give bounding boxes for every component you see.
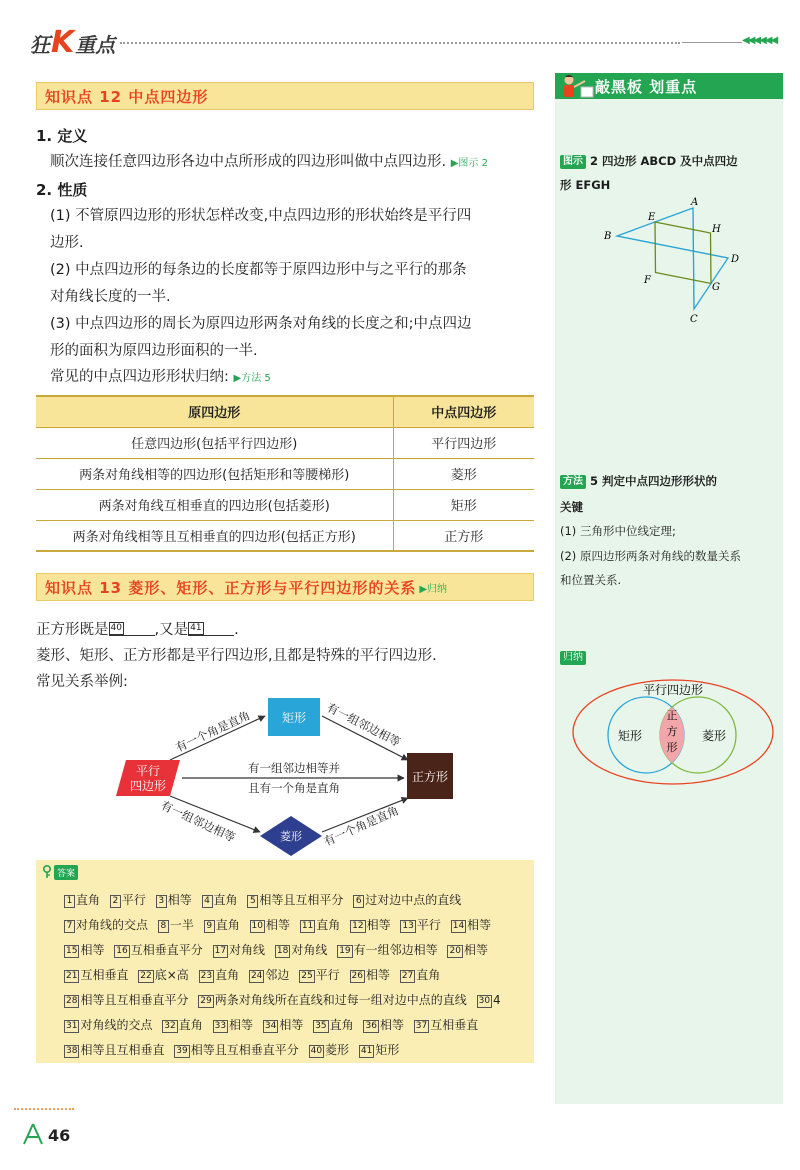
answer-item [414, 1018, 478, 1032]
method-point-2-line1: (2) 原四边形两条对角线的数量关系 [560, 549, 741, 563]
brand-part1: 狂 [30, 33, 50, 57]
answer-item [64, 918, 148, 932]
answer-item [353, 893, 461, 907]
parallelogram-label-2: 四边形 [129, 779, 167, 793]
answer-number: 5 [247, 895, 258, 908]
answer-text: 4 [493, 993, 501, 1007]
point-label-b: B [604, 231, 612, 242]
property-3-line2: 形的面积为原四边形面积的一半. [50, 343, 258, 359]
edge-label-middle-2: 且有一个角是直角 [248, 781, 340, 795]
answer-item [350, 918, 390, 932]
answer-text: 平行 [315, 968, 340, 982]
answer-number: 31 [66, 1021, 78, 1031]
venn-middle-label-1: 正 [666, 709, 678, 722]
table-row [36, 489, 534, 520]
answer-number: 2 [110, 895, 121, 908]
answer-number: 15 [66, 946, 78, 956]
answer-number: 27 [401, 971, 414, 981]
edge-label-adjacent-equal: 有一组邻边相等 [324, 700, 403, 750]
answer-number: 16 [116, 946, 128, 956]
figure-caption-line1: 图示 2 四边形 ABCD 及中点四边 [560, 150, 738, 172]
answer-number: 18 [276, 946, 289, 956]
answer-item [64, 993, 188, 1007]
rhombus-label: 菱形 [280, 830, 302, 843]
answer-text: 相等 [265, 918, 290, 932]
answer-number: 14 [452, 921, 465, 931]
rectangle-label: 矩形 [281, 711, 307, 725]
property-1-line2: 边形. [50, 235, 84, 251]
compass-icon [20, 1122, 46, 1146]
table-header: 中点四边形 [393, 396, 534, 427]
table-cell: 菱形 [393, 458, 534, 489]
answer-text: 菱形 [325, 1043, 350, 1057]
answer-item [359, 1043, 399, 1057]
method-caption-line2: 关键 [560, 500, 583, 514]
answer-number: 23 [200, 971, 213, 981]
answer-number: 7 [64, 920, 75, 933]
answers-box [36, 860, 534, 1063]
answer-text: 直角 [316, 918, 341, 932]
answer-item [202, 893, 238, 907]
answer-text: 相等 [279, 1018, 304, 1032]
answer-number: 20 [449, 946, 461, 956]
kp12-title-bar [36, 82, 534, 110]
answer-number: 32 [164, 1021, 176, 1031]
answers-badge: 答案 [54, 865, 78, 880]
answer-item [447, 943, 487, 957]
answer-text: 相等且互相平分 [259, 893, 344, 907]
answer-number: 10 [251, 921, 263, 931]
answer-text: 直角 [215, 918, 240, 932]
answer-item [138, 968, 189, 982]
answer-item [64, 1018, 152, 1032]
point-label-h: H [712, 224, 721, 235]
properties-heading: 2. 性质 [36, 181, 88, 199]
answer-item [204, 918, 240, 932]
table-cell: 两条对角线互相垂直的四边形(包括菱形) [36, 489, 393, 520]
answer-text: 直角 [178, 1018, 203, 1032]
table-cell: 矩形 [393, 489, 534, 520]
answer-number: 30 [478, 996, 491, 1006]
definition-text: 顺次连接任意四边形各边中点所形成的四边形叫做中点四边形. ▶图示 2 [50, 154, 488, 170]
answer-text: 相等 [467, 918, 492, 932]
answer-item [363, 1018, 403, 1032]
quadrilateral-figure [590, 195, 750, 325]
answer-text: 直角 [215, 968, 240, 982]
edge-label-adjacent-equal-2: 有一组邻边相等 [158, 798, 238, 845]
answer-item [156, 893, 192, 907]
answer-text: 邻边 [265, 968, 290, 982]
answer-number: 4 [202, 895, 213, 908]
answer-number: 8 [158, 920, 169, 933]
property-2-line1: (2) 中点四边形的每条边的长度都等于原四边形中与之平行的那条 [50, 262, 467, 278]
answer-text: 相等 [366, 918, 391, 932]
answer-item [114, 943, 202, 957]
definition-heading: 1. 定义 [36, 127, 88, 145]
header-arrows-icon: ◀◀◀◀◀◀ [742, 35, 777, 46]
answer-item [247, 893, 343, 907]
answer-number: 29 [200, 996, 212, 1006]
sidebar-title: 敲黑板 划重点 [595, 77, 698, 96]
answer-item [309, 1043, 349, 1057]
table-cell: 平行四边形 [393, 427, 534, 458]
answer-number: 40 [310, 1046, 323, 1056]
answer-item [275, 943, 327, 957]
answer-text: 相等 [80, 943, 105, 957]
answer-item [250, 918, 290, 932]
answer-text: 一半 [169, 918, 194, 932]
answer-item [350, 968, 390, 982]
answer-item [64, 1043, 164, 1057]
table-cell: 任意四边形(包括平行四边形) [36, 427, 393, 458]
answer-item [64, 943, 104, 957]
brand-part2: K [51, 25, 75, 60]
table-cell: 正方形 [393, 520, 534, 551]
method-link[interactable]: ▶方法 5 [233, 373, 271, 384]
point-label-f: F [644, 275, 651, 286]
header-dotted-rule [120, 42, 680, 44]
answer-text: 两条对角线所在直线和过每一组对边中点的直线 [214, 993, 467, 1007]
answer-item [198, 993, 466, 1007]
venn-right-label: 菱形 [701, 729, 727, 743]
table-header: 原四边形 [36, 396, 393, 427]
venn-diagram [568, 672, 778, 790]
answer-text: 相等且互相垂直 [80, 1043, 165, 1057]
midpoint-quadrilateral-table [36, 395, 534, 552]
fill-blank-line: 正方形既是 40 ,又是 41 . [36, 622, 239, 638]
answer-item [400, 968, 440, 982]
answer-text: 底×高 [154, 968, 189, 982]
property-2-line2: 对角线长度的一半. [50, 289, 171, 305]
answer-text: 相等 [379, 1018, 404, 1032]
relationship-diagram [110, 690, 470, 860]
answer-number: 35 [315, 1021, 327, 1031]
brand-logo [30, 25, 116, 60]
answer-item [162, 1018, 202, 1032]
answer-text: 相等且互相垂直平分 [190, 1043, 299, 1057]
answer-item [213, 943, 265, 957]
answer-number: 41 [360, 1046, 373, 1056]
answer-text: 矩形 [375, 1043, 400, 1057]
answer-number: 12 [352, 921, 364, 931]
answer-text: 直角 [416, 968, 441, 982]
answer-item [249, 968, 289, 982]
answer-text: 互相垂直 [80, 968, 129, 982]
answer-number: 28 [66, 996, 78, 1006]
answer-item [64, 968, 128, 982]
answer-text: 直角 [329, 1018, 354, 1032]
header-rule [682, 42, 742, 43]
answer-text: 相等 [167, 893, 192, 907]
answer-item [213, 1018, 253, 1032]
point-label-d: D [731, 254, 740, 265]
table-row [36, 520, 534, 551]
answer-item [313, 1018, 353, 1032]
kp13-title-bar [36, 573, 534, 601]
brand-part3: 重点 [75, 33, 116, 57]
answers-header [42, 864, 78, 880]
answers-list [64, 888, 534, 1063]
answer-text: 平行 [121, 893, 146, 907]
edge-label-right-angle-2: 有一个角是直角 [321, 803, 401, 849]
answer-number: 19 [339, 946, 351, 956]
sidebar-header [555, 73, 783, 99]
method-caption-line1: 方法 5 判定中点四边形形状的 [560, 470, 717, 492]
kp13-title: 知识点 13 菱形、矩形、正方形与平行四边形的关系 [45, 578, 417, 597]
table-cell: 两条对角线相等的四边形(包括矩形和等腰梯形) [36, 458, 393, 489]
parallelogram-label-1: 平行 [135, 764, 161, 778]
answer-text: 互相垂直 [430, 1018, 479, 1032]
answer-item [337, 943, 437, 957]
blank-41[interactable]: 41 [188, 622, 234, 636]
kp12-title: 知识点 12 中点四边形 [45, 87, 209, 106]
diagonal-ac [693, 208, 694, 309]
answer-number: 6 [353, 895, 364, 908]
summary-label-row [560, 646, 586, 668]
answer-text: 对角线 [229, 943, 266, 957]
answer-number: 17 [214, 946, 227, 956]
answer-item [451, 918, 491, 932]
summary-line: 常见的中点四边形形状归纳: ▶方法 5 [50, 369, 271, 385]
page-number: 46 [48, 1126, 71, 1145]
edge-label-middle-1: 有一组邻边相等并 [248, 761, 340, 775]
footer-dotted-rule [14, 1108, 74, 1110]
answer-number: 26 [351, 971, 363, 981]
answer-number: 22 [140, 971, 152, 981]
answer-number: 13 [402, 921, 414, 931]
venn-left-label: 矩形 [617, 729, 643, 743]
summary-tag[interactable]: ▶归纳 [419, 583, 448, 595]
venn-middle-label-3: 形 [666, 741, 678, 754]
answer-number: 25 [301, 971, 313, 981]
answer-item [174, 1043, 298, 1057]
answer-item [158, 918, 194, 932]
answer-text: 对角线的交点 [76, 918, 149, 932]
table-row [36, 458, 534, 489]
answer-item [477, 993, 501, 1007]
answer-item [299, 968, 339, 982]
venn-middle-label-2: 方 [666, 725, 678, 738]
answer-number: 37 [415, 1021, 428, 1031]
answer-text: 互相垂直平分 [130, 943, 203, 957]
point-label-g: G [712, 282, 720, 293]
answer-text: 相等 [365, 968, 390, 982]
answer-text: 有一组邻边相等 [353, 943, 438, 957]
answer-number: 24 [250, 971, 263, 981]
method-point-1: (1) 三角形中位线定理; [560, 524, 676, 538]
blank-40[interactable]: 40 [109, 622, 155, 636]
square-label: 正方形 [411, 770, 449, 784]
point-label-e: E [648, 212, 656, 223]
answer-text: 直角 [213, 893, 238, 907]
edge-label-right-angle: 有一个角是直角 [173, 708, 253, 755]
answer-item [263, 1018, 303, 1032]
figure-label: 图示 [560, 155, 586, 169]
answer-item [110, 893, 146, 907]
answer-text: 相等且互相垂直平分 [80, 993, 189, 1007]
answer-number: 1 [64, 895, 75, 908]
answer-text: 相等 [229, 1018, 254, 1032]
answer-number: 9 [204, 920, 215, 933]
answer-text: 对角线 [291, 943, 328, 957]
answer-number: 38 [66, 1046, 78, 1056]
answer-text: 相等 [463, 943, 488, 957]
table-row [36, 427, 534, 458]
property-3-line1: (3) 中点四边形的周长为原四边形两条对角线的长度之和;中点四边 [50, 316, 472, 332]
answer-text: 对角线的交点 [80, 1018, 153, 1032]
answer-item [199, 968, 239, 982]
point-label-a: A [691, 197, 699, 208]
venn-outer-label: 平行四边形 [642, 683, 704, 697]
figure-caption-line2: 形 EFGH [560, 178, 611, 192]
answer-text: 平行 [416, 918, 441, 932]
method-label: 方法 [560, 475, 586, 489]
table-cell: 两条对角线相等且互相垂直的四边形(包括正方形) [36, 520, 393, 551]
answer-number: 21 [66, 971, 78, 981]
examples-heading: 常见关系举例: [36, 674, 128, 690]
answer-number: 39 [176, 1046, 188, 1056]
answer-item [64, 893, 100, 907]
answer-number: 11 [301, 921, 314, 931]
answer-text: 直角 [76, 893, 101, 907]
point-label-c: C [690, 314, 698, 325]
method-point-2-line2: 和位置关系. [560, 573, 622, 587]
summary-label: 归纳 [560, 651, 586, 665]
relationship-statement: 菱形、矩形、正方形都是平行四边形,且都是特殊的平行四边形. [36, 648, 437, 664]
answer-number: 33 [214, 1021, 227, 1031]
key-icon [42, 865, 52, 879]
figure-link[interactable]: ▶图示 2 [450, 158, 488, 169]
answer-number: 3 [156, 895, 167, 908]
property-1-line1: (1) 不管原四边形的形状怎样改变,中点四边形的形状始终是平行四 [50, 208, 472, 224]
answer-item [300, 918, 340, 932]
answer-number: 36 [365, 1021, 377, 1031]
teacher-icon [555, 73, 595, 99]
answer-number: 34 [264, 1021, 277, 1031]
answer-text: 过对边中点的直线 [365, 893, 462, 907]
answer-item [400, 918, 440, 932]
